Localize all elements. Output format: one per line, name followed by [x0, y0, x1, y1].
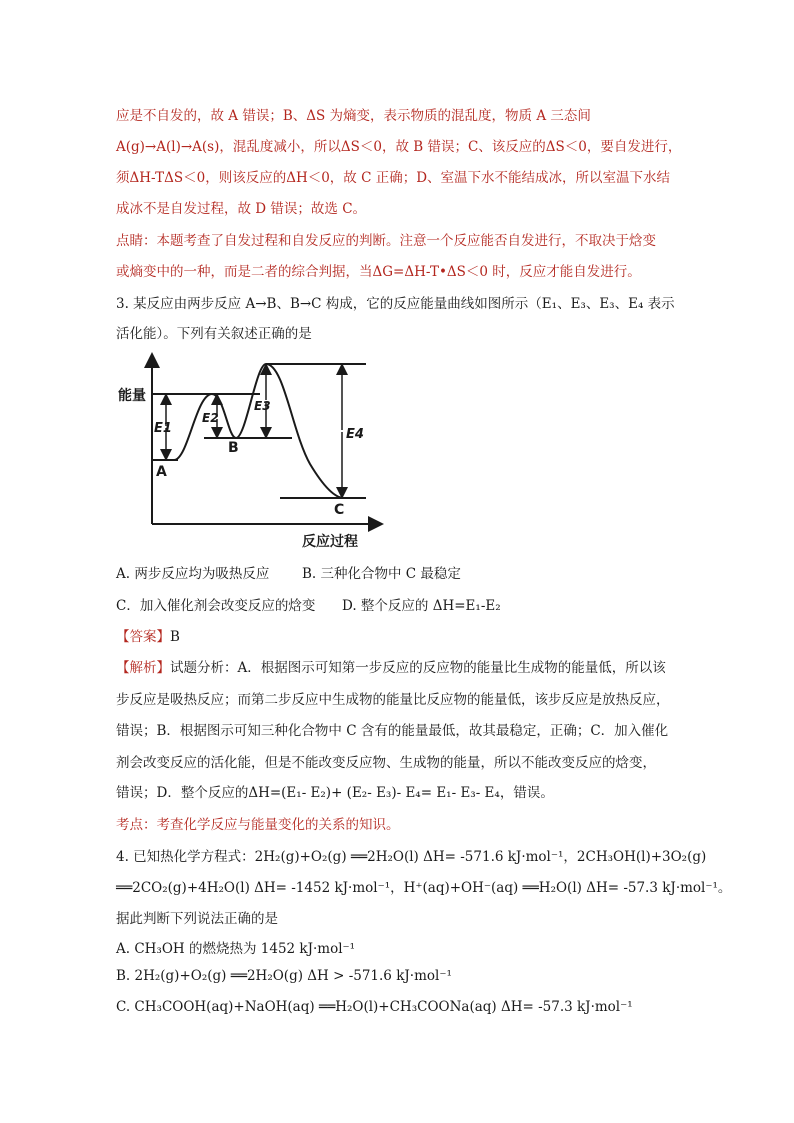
answer-tag: 【答案】: [116, 629, 170, 645]
q4-stem-line-1: 4. 已知热化学方程式：2H₂(g)+O₂(g) ══2H₂O(l) ΔH= -571.6 kJ·mol⁻¹，2CH₃OH(l)+3O₂(g): [116, 849, 707, 865]
q4-option-b: B. 2H₂(g)+O₂(g) ══2H₂O(g) ΔH > -571.6 kJ·mol⁻¹: [116, 968, 452, 984]
q3-answer-row: [116, 625, 180, 645]
q3-analysis-line-4: 剂会改变反应的活化能，但是不能改变反应物、生成物的能量，所以不能改变反应的焓变，: [116, 755, 656, 771]
prev-explanation-line-4: 成冰不是自发过程，故 D 错误；故选 C。: [116, 201, 367, 217]
q4-option-c: C. CH₃COOH(aq)+NaOH(aq) ══H₂O(l)+CH₃COONa(aq) ΔH= -57.3 kJ·mol⁻¹: [116, 999, 633, 1015]
q3-analysis-line-2: 步反应是吸热反应；而第二步反应中生成物的能量比反应物的能量低，该步反应是放热反应，: [116, 692, 670, 708]
label-b: B: [228, 440, 239, 456]
label-e1: E1: [154, 421, 172, 436]
q3-stem-line-1: 3. 某反应由两步反应 A→B、B→C 构成，它的反应能量曲线如图所示（E₁、E₃、E₃、E₄ 表示: [116, 296, 675, 312]
analysis-tag: 【解析】: [116, 660, 170, 676]
q4-option-a: A. CH₃OH 的燃烧热为 1452 kJ·mol⁻¹: [116, 941, 356, 957]
q3-option-b: B. 三种化合物中 C 最稳定: [302, 566, 461, 582]
answer-value: B: [170, 629, 180, 645]
x-axis-label: 反应过程: [302, 534, 358, 550]
label-e2: E2: [202, 411, 219, 425]
q3-stem-line-2: 活化能）。下列有关叙述正确的是: [116, 326, 312, 342]
label-e4: E4: [346, 427, 364, 442]
q3-analysis-line-5: 错误；D．整个反应的ΔH=(E₁- E₂)+ (E₂- E₃)- E₄= E₁- E₃- E₄，错误。: [116, 785, 554, 801]
label-e3: E3: [254, 399, 271, 413]
q3-option-d: D. 整个反应的 ΔH=E₁-E₂: [342, 598, 501, 614]
q3-option-c: C．加入催化剂会改变反应的焓变: [116, 598, 316, 614]
q3-analysis-line-1: 【解析】试题分析：A．根据图示可知第一步反应的反应物的能量比生成物的能量低，所以该: [116, 660, 666, 676]
q3-option-a: A. 两步反应均为吸热反应: [116, 566, 270, 582]
prev-explanation-line-2: A(g)→A(l)→A(s)，混乱度减小，所以ΔS＜0，故 B 错误；C、该反应的ΔS＜0，要自发进行，: [116, 139, 682, 155]
prev-explanation-line-3: 须ΔH-TΔS＜0，则该反应的ΔH＜0，故 C 正确；D、室温下水不能结成冰，所以室温下水结: [116, 170, 671, 186]
y-axis-label: 能量: [118, 388, 146, 404]
prev-tip-line-2: 或熵变中的一种，而是二者的综合判据，当ΔG=ΔH-T•ΔS＜0 时，反应才能自发进行。: [116, 264, 641, 280]
q4-stem-line-2: ══2CO₂(g)+4H₂O(l) ΔH= -1452 kJ·mol⁻¹，H⁺(aq)+OH⁻(aq) ══H₂O(l) ΔH= -57.3 kJ·mol⁻¹。: [116, 880, 732, 896]
q3-analysis-line-3: 错误；B．根据图示可知三种化合物中 C 含有的能量最低，故其最稳定，正确；C．加入催化: [116, 723, 669, 739]
label-a: A: [156, 464, 167, 480]
q4-stem-line-3: 据此判断下列说法正确的是: [116, 911, 278, 927]
energy-profile-figure: [116, 352, 386, 552]
prev-explanation-line-1: 应是不自发的，故 A 错误；B、ΔS 为熵变，表示物质的混乱度，物质 A 三态间: [116, 108, 591, 124]
energy-curve: [152, 364, 344, 498]
q3-point: 考点：考查化学反应与能量变化的关系的知识。: [116, 817, 400, 833]
prev-tip-line-1: 点睛：本题考查了自发过程和自发反应的判断。注意一个反应能否自发进行，不取决于焓变: [116, 233, 656, 249]
label-c: C: [334, 502, 345, 518]
